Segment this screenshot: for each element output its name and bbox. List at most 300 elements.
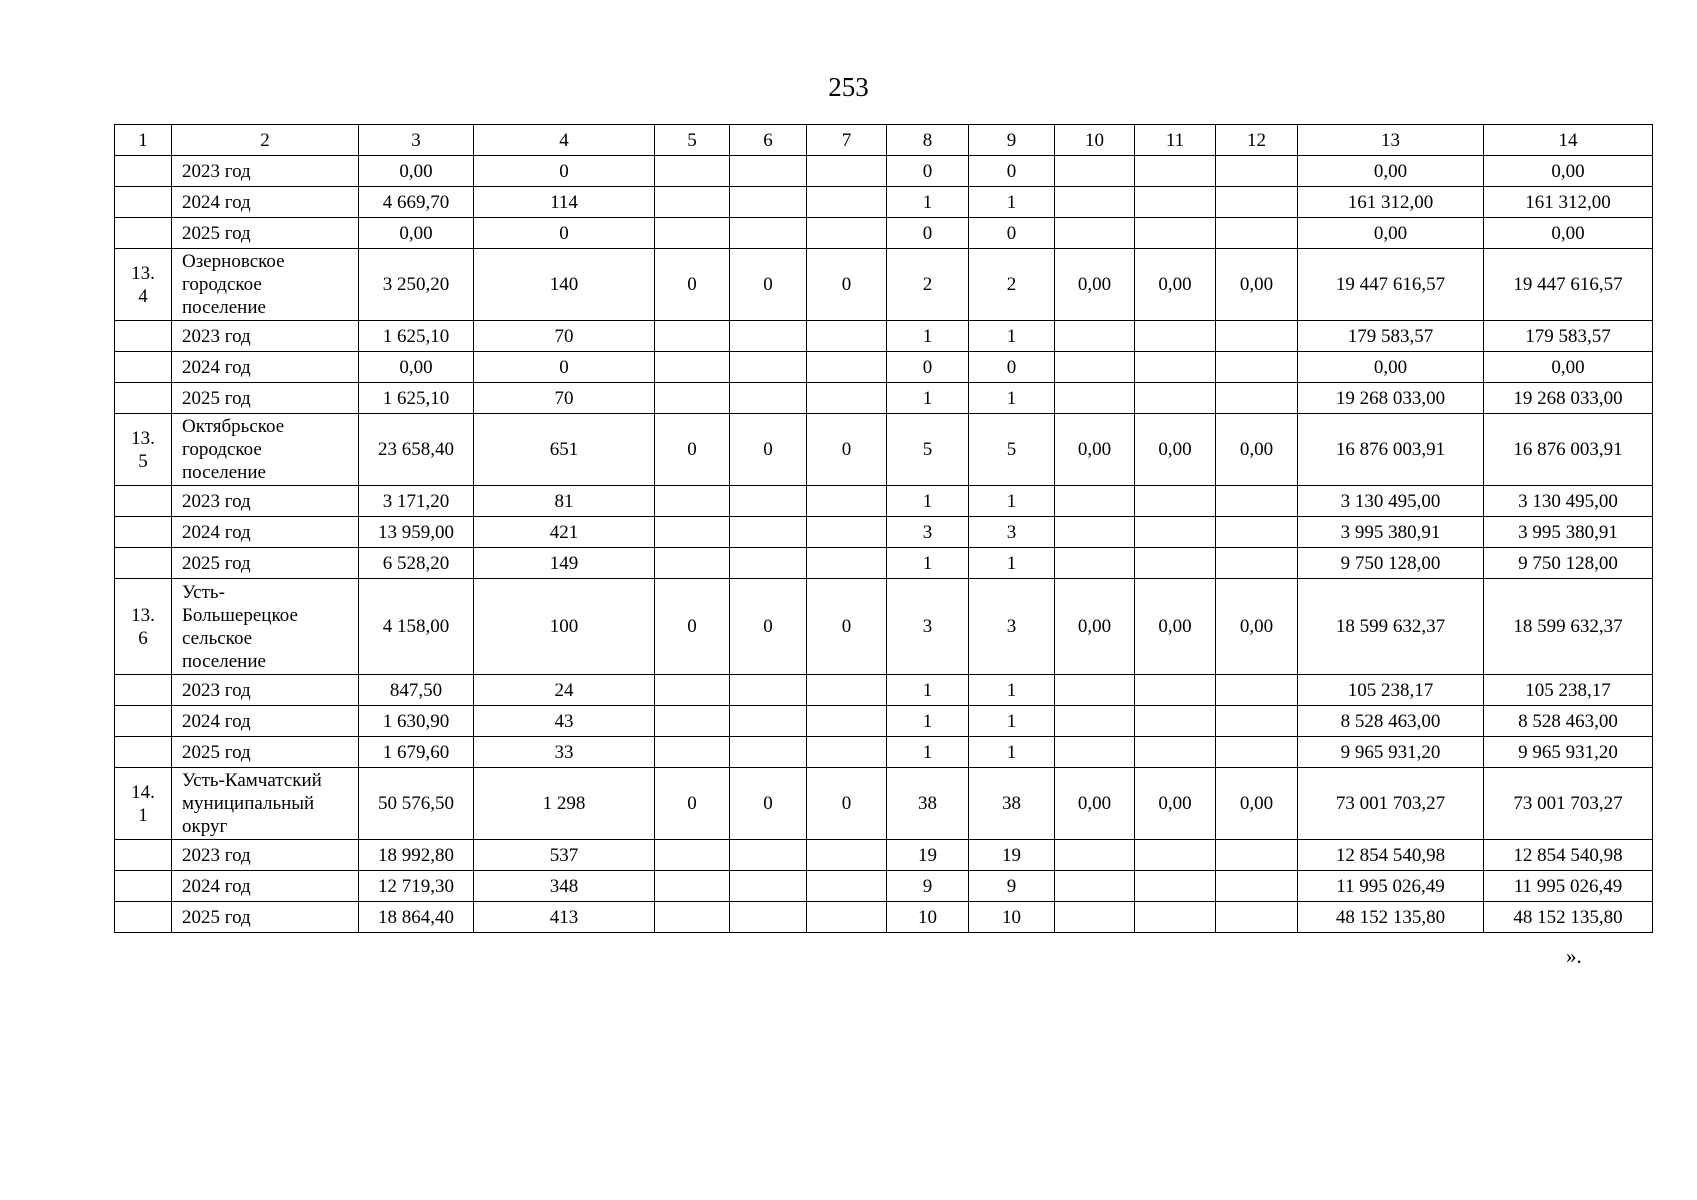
table-cell-col-14: 16 876 003,91	[1484, 414, 1653, 486]
table-cell-col-8: 1	[887, 321, 969, 352]
table-cell-col-2: 2025 год	[172, 737, 359, 768]
page-number: 253	[828, 72, 869, 102]
table-cell-col-7	[807, 902, 887, 933]
table-cell-col-3: 0,00	[359, 218, 474, 249]
table-cell-col-3: 1 625,10	[359, 321, 474, 352]
table-cell-col-6	[730, 486, 807, 517]
table-cell-col-2: 2024 год	[172, 871, 359, 902]
table-cell-col-6	[730, 187, 807, 218]
table-cell-col-6	[730, 871, 807, 902]
table-cell-col-11: 11	[1135, 125, 1216, 156]
table-cell-col-5	[655, 352, 730, 383]
table-cell-col-4: 100	[474, 579, 655, 675]
table-cell-col-14: 3 130 495,00	[1484, 486, 1653, 517]
table-cell-col-7	[807, 486, 887, 517]
table-cell-col-11	[1135, 840, 1216, 871]
table-cell-col-1	[115, 383, 172, 414]
table-cell-col-13: 73 001 703,27	[1298, 768, 1484, 840]
table-row	[115, 840, 1653, 871]
table-cell-col-12	[1216, 706, 1298, 737]
table-cell-col-8: 0	[887, 352, 969, 383]
table-row	[115, 383, 1653, 414]
table-cell-col-7: 0	[807, 249, 887, 321]
table-cell-col-5: 0	[655, 579, 730, 675]
table-cell-col-3: 3 250,20	[359, 249, 474, 321]
table-cell-col-3: 23 658,40	[359, 414, 474, 486]
table-cell-col-11	[1135, 321, 1216, 352]
table-cell-col-2: 2025 год	[172, 218, 359, 249]
table-cell-col-12	[1216, 352, 1298, 383]
table-row	[115, 706, 1653, 737]
table-cell-col-14: 48 152 135,80	[1484, 902, 1653, 933]
table-cell-col-3: 18 864,40	[359, 902, 474, 933]
table-cell-col-14: 11 995 026,49	[1484, 871, 1653, 902]
table-cell-col-12	[1216, 675, 1298, 706]
table-row	[115, 352, 1653, 383]
table-cell-col-5	[655, 871, 730, 902]
table-cell-col-11	[1135, 187, 1216, 218]
table-cell-col-2: 2023 год	[172, 675, 359, 706]
table-cell-col-1: 14. 1	[115, 768, 172, 840]
table-cell-col-1	[115, 352, 172, 383]
table-cell-col-6: 0	[730, 768, 807, 840]
table-cell-col-1	[115, 517, 172, 548]
table-cell-col-1: 13. 6	[115, 579, 172, 675]
table-cell-col-12: 0,00	[1216, 249, 1298, 321]
table-cell-col-3: 12 719,30	[359, 871, 474, 902]
table-cell-col-11	[1135, 156, 1216, 187]
table-cell-col-8: 38	[887, 768, 969, 840]
table-cell-col-10	[1055, 517, 1135, 548]
table-cell-col-2: 2023 год	[172, 840, 359, 871]
table-cell-col-13: 161 312,00	[1298, 187, 1484, 218]
table-cell-col-4: 537	[474, 840, 655, 871]
table-cell-col-14: 19 268 033,00	[1484, 383, 1653, 414]
table-cell-col-8: 1	[887, 675, 969, 706]
table-cell-col-6	[730, 675, 807, 706]
table-cell-col-14: 73 001 703,27	[1484, 768, 1653, 840]
table-cell-col-7	[807, 675, 887, 706]
table-cell-col-5	[655, 737, 730, 768]
table-cell-col-8: 5	[887, 414, 969, 486]
table-cell-col-4: 149	[474, 548, 655, 579]
table-cell-col-9: 19	[969, 840, 1055, 871]
table-cell-col-5	[655, 156, 730, 187]
table-cell-col-5	[655, 840, 730, 871]
table-cell-col-8: 1	[887, 383, 969, 414]
table-cell-col-13: 0,00	[1298, 156, 1484, 187]
table-row	[115, 218, 1653, 249]
table-cell-col-2: 2	[172, 125, 359, 156]
table-cell-col-13: 11 995 026,49	[1298, 871, 1484, 902]
table-cell-col-12: 12	[1216, 125, 1298, 156]
table-cell-col-13: 8 528 463,00	[1298, 706, 1484, 737]
table-cell-col-7	[807, 187, 887, 218]
table-cell-col-7	[807, 352, 887, 383]
table-cell-col-13: 19 268 033,00	[1298, 383, 1484, 414]
table-cell-col-9: 1	[969, 706, 1055, 737]
table-cell-col-6	[730, 706, 807, 737]
table-cell-col-3: 3	[359, 125, 474, 156]
table-cell-col-2: 2024 год	[172, 517, 359, 548]
table-cell-col-13: 0,00	[1298, 352, 1484, 383]
table-cell-col-3: 4 158,00	[359, 579, 474, 675]
table-cell-col-14: 0,00	[1484, 352, 1653, 383]
table-cell-col-4: 348	[474, 871, 655, 902]
table-cell-col-9: 3	[969, 517, 1055, 548]
table-cell-col-5	[655, 548, 730, 579]
table-cell-col-5	[655, 218, 730, 249]
table-cell-col-12	[1216, 321, 1298, 352]
table-cell-col-11	[1135, 352, 1216, 383]
table-cell-col-4: 140	[474, 249, 655, 321]
table-cell-col-7	[807, 706, 887, 737]
table-cell-col-13: 179 583,57	[1298, 321, 1484, 352]
table-row-group	[115, 768, 1653, 840]
table-cell-col-10	[1055, 383, 1135, 414]
table-cell-col-14: 14	[1484, 125, 1653, 156]
table-row	[115, 737, 1653, 768]
table-cell-col-13: 12 854 540,98	[1298, 840, 1484, 871]
table-cell-col-6	[730, 383, 807, 414]
table-cell-col-5: 0	[655, 249, 730, 321]
table-cell-col-12	[1216, 218, 1298, 249]
table-cell-col-7: 0	[807, 579, 887, 675]
table-cell-col-9: 9	[969, 125, 1055, 156]
table-cell-col-9: 1	[969, 548, 1055, 579]
table-cell-col-7	[807, 737, 887, 768]
table-cell-col-11	[1135, 737, 1216, 768]
table-cell-col-3: 50 576,50	[359, 768, 474, 840]
table-cell-col-6: 0	[730, 414, 807, 486]
table-cell-col-9: 1	[969, 383, 1055, 414]
table-cell-col-11	[1135, 706, 1216, 737]
table-cell-col-12	[1216, 737, 1298, 768]
table-cell-col-8: 3	[887, 579, 969, 675]
table-cell-col-4: 0	[474, 218, 655, 249]
table-cell-col-9: 1	[969, 737, 1055, 768]
table-cell-col-11	[1135, 548, 1216, 579]
table-cell-col-7	[807, 383, 887, 414]
table-cell-col-6	[730, 156, 807, 187]
table-cell-col-9: 0	[969, 352, 1055, 383]
table-cell-col-2: 2024 год	[172, 352, 359, 383]
table-cell-col-11	[1135, 517, 1216, 548]
table-cell-col-2: 2023 год	[172, 321, 359, 352]
table-cell-col-4: 0	[474, 352, 655, 383]
table-cell-col-2: Озерновское городское поселение	[172, 249, 359, 321]
table-cell-col-14: 19 447 616,57	[1484, 249, 1653, 321]
table-cell-col-6	[730, 321, 807, 352]
table-cell-col-12	[1216, 486, 1298, 517]
table-cell-col-14: 0,00	[1484, 156, 1653, 187]
table-cell-col-4: 81	[474, 486, 655, 517]
table-cell-col-3: 0,00	[359, 352, 474, 383]
table-row-group	[115, 414, 1653, 486]
table-row	[115, 517, 1653, 548]
table-cell-col-6	[730, 352, 807, 383]
table-cell-col-5	[655, 486, 730, 517]
table-cell-col-1: 1	[115, 125, 172, 156]
table-cell-col-2: 2024 год	[172, 706, 359, 737]
table-cell-col-4: 413	[474, 902, 655, 933]
table-cell-col-10	[1055, 352, 1135, 383]
table-cell-col-8: 10	[887, 902, 969, 933]
table-cell-col-11	[1135, 218, 1216, 249]
table-cell-col-1	[115, 486, 172, 517]
table-cell-col-11: 0,00	[1135, 768, 1216, 840]
table-cell-col-12	[1216, 517, 1298, 548]
table-cell-col-10: 0,00	[1055, 414, 1135, 486]
table-cell-col-6	[730, 737, 807, 768]
table-cell-col-6	[730, 517, 807, 548]
table-cell-col-5: 0	[655, 414, 730, 486]
table-cell-col-14: 18 599 632,37	[1484, 579, 1653, 675]
table-cell-col-6	[730, 218, 807, 249]
table-cell-col-10	[1055, 675, 1135, 706]
table-cell-col-10	[1055, 187, 1135, 218]
table-cell-col-10: 0,00	[1055, 579, 1135, 675]
table-cell-col-13: 18 599 632,37	[1298, 579, 1484, 675]
table-cell-col-13: 9 750 128,00	[1298, 548, 1484, 579]
table-cell-col-6	[730, 548, 807, 579]
table-cell-col-2: 2024 год	[172, 187, 359, 218]
table-cell-col-8: 1	[887, 737, 969, 768]
table-cell-col-7	[807, 156, 887, 187]
table-cell-col-1	[115, 706, 172, 737]
table-cell-col-5: 5	[655, 125, 730, 156]
table-cell-col-9: 3	[969, 579, 1055, 675]
table-cell-col-5	[655, 902, 730, 933]
table-cell-col-3: 4 669,70	[359, 187, 474, 218]
table-row	[115, 871, 1653, 902]
table-cell-col-3: 0,00	[359, 156, 474, 187]
table-cell-col-2: Октябрьское городское поселение	[172, 414, 359, 486]
table-cell-col-9: 0	[969, 156, 1055, 187]
table-cell-col-3: 6 528,20	[359, 548, 474, 579]
table-cell-col-9: 38	[969, 768, 1055, 840]
table-cell-col-11: 0,00	[1135, 249, 1216, 321]
table-cell-col-12	[1216, 871, 1298, 902]
table-body	[115, 125, 1653, 933]
table-cell-col-12	[1216, 840, 1298, 871]
table-cell-col-3: 13 959,00	[359, 517, 474, 548]
table-row-group	[115, 249, 1653, 321]
table-cell-col-8: 9	[887, 871, 969, 902]
table-cell-col-6	[730, 902, 807, 933]
table-cell-col-5: 0	[655, 768, 730, 840]
table-cell-col-9: 9	[969, 871, 1055, 902]
table-cell-col-1: 13. 5	[115, 414, 172, 486]
table-cell-col-11	[1135, 902, 1216, 933]
table-cell-col-7	[807, 548, 887, 579]
table-cell-col-7	[807, 517, 887, 548]
table-cell-col-8: 8	[887, 125, 969, 156]
table-cell-col-7	[807, 871, 887, 902]
table-cell-col-2: Усть-Камчатский муниципальный округ	[172, 768, 359, 840]
table-cell-col-13: 3 995 380,91	[1298, 517, 1484, 548]
table-cell-col-12: 0,00	[1216, 768, 1298, 840]
table-cell-col-9: 1	[969, 675, 1055, 706]
table-cell-col-6: 0	[730, 579, 807, 675]
table-cell-col-8: 1	[887, 548, 969, 579]
table-cell-col-11	[1135, 383, 1216, 414]
table-cell-col-1	[115, 321, 172, 352]
table-cell-col-9: 1	[969, 321, 1055, 352]
table-cell-col-2: 2025 год	[172, 902, 359, 933]
data-table	[114, 124, 1653, 933]
table-cell-col-1	[115, 840, 172, 871]
table-cell-col-2: 2023 год	[172, 486, 359, 517]
table-cell-col-14: 179 583,57	[1484, 321, 1653, 352]
table-cell-col-9: 2	[969, 249, 1055, 321]
table-cell-col-6: 0	[730, 249, 807, 321]
table-cell-col-12: 0,00	[1216, 414, 1298, 486]
table-cell-col-7: 0	[807, 414, 887, 486]
table-cell-col-12	[1216, 902, 1298, 933]
table-cell-col-14: 0,00	[1484, 218, 1653, 249]
table-cell-col-8: 3	[887, 517, 969, 548]
table-cell-col-12: 0,00	[1216, 579, 1298, 675]
table-cell-col-12	[1216, 187, 1298, 218]
table-cell-col-3: 18 992,80	[359, 840, 474, 871]
table-cell-col-8: 1	[887, 187, 969, 218]
table-cell-col-5	[655, 383, 730, 414]
table-cell-col-12	[1216, 156, 1298, 187]
table-cell-col-13: 3 130 495,00	[1298, 486, 1484, 517]
table-cell-col-9: 5	[969, 414, 1055, 486]
table-cell-col-6	[730, 840, 807, 871]
table-cell-col-13: 0,00	[1298, 218, 1484, 249]
table-cell-col-1	[115, 675, 172, 706]
table-cell-col-8: 0	[887, 218, 969, 249]
table-cell-col-5	[655, 706, 730, 737]
table-cell-col-7	[807, 840, 887, 871]
table-cell-col-4: 70	[474, 383, 655, 414]
table-cell-col-11: 0,00	[1135, 414, 1216, 486]
table-cell-col-12	[1216, 383, 1298, 414]
table-cell-col-10	[1055, 218, 1135, 249]
table-cell-col-7: 0	[807, 768, 887, 840]
table-cell-col-13: 48 152 135,80	[1298, 902, 1484, 933]
table-cell-col-14: 161 312,00	[1484, 187, 1653, 218]
table-cell-col-10	[1055, 706, 1135, 737]
table-cell-col-11: 0,00	[1135, 579, 1216, 675]
table-cell-col-10	[1055, 321, 1135, 352]
table-cell-col-13: 9 965 931,20	[1298, 737, 1484, 768]
table-cell-col-2: 2025 год	[172, 548, 359, 579]
table-cell-col-8: 1	[887, 486, 969, 517]
table-cell-col-5	[655, 321, 730, 352]
table-cell-col-3: 1 679,60	[359, 737, 474, 768]
table-cell-col-10: 10	[1055, 125, 1135, 156]
table-cell-col-9: 0	[969, 218, 1055, 249]
table-cell-col-1	[115, 187, 172, 218]
table-cell-col-9: 10	[969, 902, 1055, 933]
table-row	[115, 548, 1653, 579]
table-cell-col-5	[655, 187, 730, 218]
table-cell-col-4: 0	[474, 156, 655, 187]
table-cell-col-4: 43	[474, 706, 655, 737]
table-cell-col-1	[115, 902, 172, 933]
table-cell-col-8: 2	[887, 249, 969, 321]
table-cell-col-7	[807, 321, 887, 352]
table-cell-col-10	[1055, 871, 1135, 902]
table-cell-col-4: 33	[474, 737, 655, 768]
table-cell-col-8: 19	[887, 840, 969, 871]
table-cell-col-14: 12 854 540,98	[1484, 840, 1653, 871]
table-cell-col-8: 0	[887, 156, 969, 187]
table-cell-col-14: 3 995 380,91	[1484, 517, 1653, 548]
table-cell-col-5	[655, 517, 730, 548]
table-cell-col-1	[115, 218, 172, 249]
table-cell-col-13: 105 238,17	[1298, 675, 1484, 706]
table-cell-col-14: 8 528 463,00	[1484, 706, 1653, 737]
table-cell-col-11	[1135, 871, 1216, 902]
table-cell-col-10	[1055, 902, 1135, 933]
table-cell-col-7	[807, 218, 887, 249]
closing-quote-mark: ».	[1566, 944, 1582, 968]
table-cell-col-10: 0,00	[1055, 768, 1135, 840]
table-cell-col-13: 19 447 616,57	[1298, 249, 1484, 321]
table-cell-col-10	[1055, 156, 1135, 187]
table-row	[115, 902, 1653, 933]
table-cell-col-1: 13. 4	[115, 249, 172, 321]
table-cell-col-11	[1135, 675, 1216, 706]
table-cell-col-10	[1055, 486, 1135, 517]
table-cell-col-1	[115, 156, 172, 187]
table-cell-col-5	[655, 675, 730, 706]
table-row	[115, 486, 1653, 517]
table-cell-col-3: 1 630,90	[359, 706, 474, 737]
table-cell-col-1	[115, 548, 172, 579]
table-header-row	[115, 125, 1653, 156]
table-cell-col-10	[1055, 737, 1135, 768]
table-cell-col-4: 651	[474, 414, 655, 486]
table-cell-col-4: 421	[474, 517, 655, 548]
table-row	[115, 187, 1653, 218]
table-cell-col-9: 1	[969, 486, 1055, 517]
table-row	[115, 321, 1653, 352]
table-cell-col-1	[115, 737, 172, 768]
table-cell-col-4: 24	[474, 675, 655, 706]
table-cell-col-13: 13	[1298, 125, 1484, 156]
table-cell-col-3: 1 625,10	[359, 383, 474, 414]
table-cell-col-13: 16 876 003,91	[1298, 414, 1484, 486]
table-cell-col-12	[1216, 548, 1298, 579]
table-cell-col-4: 70	[474, 321, 655, 352]
table-cell-col-1	[115, 871, 172, 902]
table-cell-col-8: 1	[887, 706, 969, 737]
table-cell-col-7: 7	[807, 125, 887, 156]
table-cell-col-2: 2025 год	[172, 383, 359, 414]
table-row	[115, 156, 1653, 187]
table-cell-col-14: 9 965 931,20	[1484, 737, 1653, 768]
table-row-group	[115, 579, 1653, 675]
table-cell-col-11	[1135, 486, 1216, 517]
table-cell-col-2: Усть- Большерецкое сельское поселение	[172, 579, 359, 675]
table-cell-col-4: 114	[474, 187, 655, 218]
table-row	[115, 675, 1653, 706]
table-cell-col-4: 4	[474, 125, 655, 156]
table-cell-col-10	[1055, 840, 1135, 871]
table-cell-col-10	[1055, 548, 1135, 579]
table-cell-col-3: 3 171,20	[359, 486, 474, 517]
table-cell-col-6: 6	[730, 125, 807, 156]
table-cell-col-9: 1	[969, 187, 1055, 218]
table-cell-col-3: 847,50	[359, 675, 474, 706]
table-cell-col-10: 0,00	[1055, 249, 1135, 321]
